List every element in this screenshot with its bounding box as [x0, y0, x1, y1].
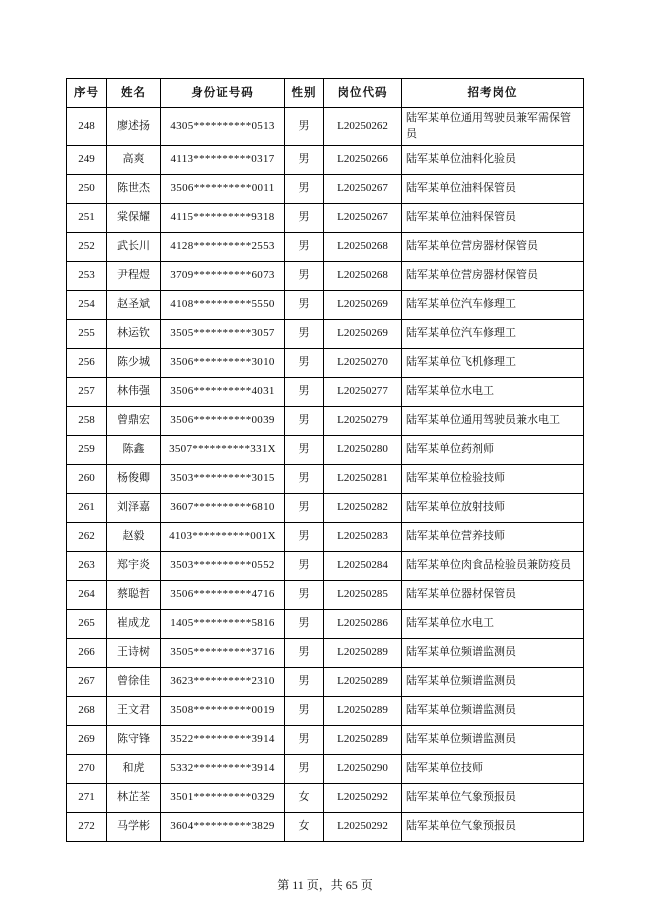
cell-seq-no: 251	[67, 204, 107, 233]
cell-gender: 女	[285, 813, 324, 842]
cell-job-code: L20250270	[324, 349, 402, 378]
table-row	[67, 523, 584, 552]
cell-job-code: L20250277	[324, 378, 402, 407]
cell-gender: 男	[285, 610, 324, 639]
table-row	[67, 784, 584, 813]
column-header: 身份证号码	[161, 79, 285, 108]
table-row	[67, 639, 584, 668]
cell-job-code: L20250269	[324, 291, 402, 320]
cell-seq-no: 261	[67, 494, 107, 523]
cell-name: 赵圣斌	[107, 291, 161, 320]
table-row	[67, 349, 584, 378]
cell-seq-no: 268	[67, 697, 107, 726]
cell-id-number: 3604**********3829	[161, 813, 285, 842]
cell-id-number: 3503**********0552	[161, 552, 285, 581]
cell-job-title: 陆军某单位通用驾驶员兼军需保管员	[402, 108, 584, 146]
cell-gender: 男	[285, 494, 324, 523]
cell-seq-no: 257	[67, 378, 107, 407]
cell-gender: 男	[285, 581, 324, 610]
cell-gender: 男	[285, 668, 324, 697]
table-row	[67, 668, 584, 697]
cell-id-number: 3505**********3057	[161, 320, 285, 349]
cell-id-number: 3506**********4716	[161, 581, 285, 610]
cell-job-title: 陆军某单位频谱监测员	[402, 639, 584, 668]
cell-job-code: L20250280	[324, 436, 402, 465]
cell-job-code: L20250285	[324, 581, 402, 610]
cell-gender: 男	[285, 755, 324, 784]
cell-id-number: 3607**********6810	[161, 494, 285, 523]
cell-job-code: L20250286	[324, 610, 402, 639]
cell-job-title: 陆军某单位油料保管员	[402, 204, 584, 233]
cell-name: 刘泽嘉	[107, 494, 161, 523]
cell-gender: 男	[285, 146, 324, 175]
cell-name: 和虎	[107, 755, 161, 784]
table-header	[67, 79, 584, 108]
cell-job-title: 陆军某单位油料保管员	[402, 175, 584, 204]
cell-gender: 男	[285, 436, 324, 465]
cell-job-code: L20250289	[324, 639, 402, 668]
table-body	[67, 108, 584, 842]
cell-name: 陈世杰	[107, 175, 161, 204]
cell-job-code: L20250292	[324, 784, 402, 813]
cell-name: 郑宇炎	[107, 552, 161, 581]
cell-job-code: L20250268	[324, 262, 402, 291]
cell-id-number: 4128**********2553	[161, 233, 285, 262]
cell-job-title: 陆军某单位营养技师	[402, 523, 584, 552]
table-row	[67, 494, 584, 523]
cell-job-title: 陆军某单位汽车修理工	[402, 291, 584, 320]
cell-id-number: 3506**********3010	[161, 349, 285, 378]
cell-job-title: 陆军某单位频谱监测员	[402, 726, 584, 755]
cell-seq-no: 254	[67, 291, 107, 320]
cell-name: 棠保耀	[107, 204, 161, 233]
cell-job-code: L20250289	[324, 697, 402, 726]
cell-gender: 女	[285, 784, 324, 813]
cell-name: 杨俊卿	[107, 465, 161, 494]
table-row	[67, 291, 584, 320]
cell-job-code: L20250281	[324, 465, 402, 494]
cell-seq-no: 266	[67, 639, 107, 668]
cell-job-title: 陆军某单位放射技师	[402, 494, 584, 523]
cell-job-title: 陆军某单位气象预报员	[402, 813, 584, 842]
cell-job-code: L20250290	[324, 755, 402, 784]
cell-name: 赵毅	[107, 523, 161, 552]
cell-gender: 男	[285, 697, 324, 726]
cell-gender: 男	[285, 204, 324, 233]
cell-gender: 男	[285, 320, 324, 349]
cell-gender: 男	[285, 108, 324, 146]
cell-gender: 男	[285, 726, 324, 755]
roster-table	[66, 78, 584, 842]
table-row	[67, 262, 584, 291]
table-row	[67, 755, 584, 784]
table-row	[67, 204, 584, 233]
cell-id-number: 4115**********9318	[161, 204, 285, 233]
cell-job-title: 陆军某单位通用驾驶员兼水电工	[402, 407, 584, 436]
cell-name: 林伟强	[107, 378, 161, 407]
table-row	[67, 465, 584, 494]
cell-id-number: 3522**********3914	[161, 726, 285, 755]
cell-id-number: 1405**********5816	[161, 610, 285, 639]
cell-job-code: L20250282	[324, 494, 402, 523]
cell-job-title: 陆军某单位药剂师	[402, 436, 584, 465]
cell-name: 陈守锋	[107, 726, 161, 755]
cell-id-number: 3501**********0329	[161, 784, 285, 813]
cell-job-title: 陆军某单位飞机修理工	[402, 349, 584, 378]
cell-seq-no: 271	[67, 784, 107, 813]
header-row	[67, 79, 584, 108]
cell-job-title: 陆军某单位检验技师	[402, 465, 584, 494]
cell-job-code: L20250268	[324, 233, 402, 262]
cell-id-number: 4305**********0513	[161, 108, 285, 146]
table-row	[67, 233, 584, 262]
cell-job-title: 陆军某单位器材保管员	[402, 581, 584, 610]
cell-seq-no: 269	[67, 726, 107, 755]
cell-seq-no: 248	[67, 108, 107, 146]
cell-job-title: 陆军某单位营房器材保管员	[402, 233, 584, 262]
cell-name: 高爽	[107, 146, 161, 175]
table-row	[67, 175, 584, 204]
cell-job-title: 陆军某单位水电工	[402, 610, 584, 639]
cell-job-title: 陆军某单位油料化验员	[402, 146, 584, 175]
cell-gender: 男	[285, 639, 324, 668]
cell-seq-no: 265	[67, 610, 107, 639]
cell-seq-no: 252	[67, 233, 107, 262]
table-row	[67, 320, 584, 349]
cell-job-code: L20250267	[324, 175, 402, 204]
cell-name: 王诗树	[107, 639, 161, 668]
cell-job-code: L20250266	[324, 146, 402, 175]
column-header: 招考岗位	[402, 79, 584, 108]
cell-id-number: 3506**********4031	[161, 378, 285, 407]
cell-seq-no: 258	[67, 407, 107, 436]
cell-gender: 男	[285, 262, 324, 291]
cell-job-title: 陆军某单位气象预报员	[402, 784, 584, 813]
column-header: 姓名	[107, 79, 161, 108]
cell-name: 尹程煜	[107, 262, 161, 291]
cell-name: 蔡聪哲	[107, 581, 161, 610]
cell-job-title: 陆军某单位水电工	[402, 378, 584, 407]
cell-id-number: 3709**********6073	[161, 262, 285, 291]
page-number-footer: 第 11 页，共 65 页	[277, 878, 373, 892]
table-row	[67, 813, 584, 842]
table-row	[67, 108, 584, 146]
table-row	[67, 581, 584, 610]
cell-seq-no: 272	[67, 813, 107, 842]
cell-job-code: L20250267	[324, 204, 402, 233]
cell-seq-no: 263	[67, 552, 107, 581]
cell-name: 曾鼎宏	[107, 407, 161, 436]
cell-job-title: 陆军某单位营房器材保管员	[402, 262, 584, 291]
cell-gender: 男	[285, 291, 324, 320]
table-row	[67, 407, 584, 436]
cell-id-number: 3507**********331X	[161, 436, 285, 465]
cell-id-number: 3506**********0039	[161, 407, 285, 436]
cell-job-code: L20250289	[324, 726, 402, 755]
table-row	[67, 378, 584, 407]
cell-job-title: 陆军某单位汽车修理工	[402, 320, 584, 349]
cell-job-code: L20250262	[324, 108, 402, 146]
cell-id-number: 4103**********001X	[161, 523, 285, 552]
cell-seq-no: 260	[67, 465, 107, 494]
column-header: 序号	[67, 79, 107, 108]
cell-id-number: 3623**********2310	[161, 668, 285, 697]
cell-name: 陈少城	[107, 349, 161, 378]
cell-gender: 男	[285, 552, 324, 581]
cell-gender: 男	[285, 175, 324, 204]
cell-seq-no: 249	[67, 146, 107, 175]
cell-id-number: 3506**********0011	[161, 175, 285, 204]
cell-job-title: 陆军某单位技师	[402, 755, 584, 784]
cell-name: 武长川	[107, 233, 161, 262]
cell-name: 崔成龙	[107, 610, 161, 639]
cell-gender: 男	[285, 407, 324, 436]
table-row	[67, 552, 584, 581]
cell-job-title: 陆军某单位频谱监测员	[402, 697, 584, 726]
cell-id-number: 3503**********3015	[161, 465, 285, 494]
column-header: 岗位代码	[324, 79, 402, 108]
cell-seq-no: 256	[67, 349, 107, 378]
cell-seq-no: 267	[67, 668, 107, 697]
cell-job-code: L20250283	[324, 523, 402, 552]
table-row	[67, 610, 584, 639]
cell-id-number: 3505**********3716	[161, 639, 285, 668]
table-row	[67, 146, 584, 175]
cell-name: 林运钦	[107, 320, 161, 349]
cell-name: 曾徐佳	[107, 668, 161, 697]
table-row	[67, 697, 584, 726]
cell-gender: 男	[285, 523, 324, 552]
cell-gender: 男	[285, 465, 324, 494]
table-row	[67, 436, 584, 465]
cell-job-title: 陆军某单位频谱监测员	[402, 668, 584, 697]
cell-id-number: 4108**********5550	[161, 291, 285, 320]
cell-id-number: 5332**********3914	[161, 755, 285, 784]
table-row	[67, 726, 584, 755]
cell-seq-no: 250	[67, 175, 107, 204]
cell-gender: 男	[285, 233, 324, 262]
cell-job-title: 陆军某单位肉食品检验员兼防疫员	[402, 552, 584, 581]
cell-name: 马学彬	[107, 813, 161, 842]
cell-name: 廖述扬	[107, 108, 161, 146]
cell-id-number: 3508**********0019	[161, 697, 285, 726]
cell-seq-no: 262	[67, 523, 107, 552]
cell-name: 王文君	[107, 697, 161, 726]
cell-job-code: L20250289	[324, 668, 402, 697]
cell-name: 林芷荃	[107, 784, 161, 813]
cell-id-number: 4113**********0317	[161, 146, 285, 175]
cell-seq-no: 253	[67, 262, 107, 291]
cell-seq-no: 270	[67, 755, 107, 784]
cell-job-code: L20250292	[324, 813, 402, 842]
cell-name: 陈鑫	[107, 436, 161, 465]
cell-job-code: L20250269	[324, 320, 402, 349]
cell-job-code: L20250284	[324, 552, 402, 581]
column-header: 性别	[285, 79, 324, 108]
cell-seq-no: 259	[67, 436, 107, 465]
cell-gender: 男	[285, 349, 324, 378]
cell-seq-no: 264	[67, 581, 107, 610]
cell-gender: 男	[285, 378, 324, 407]
cell-seq-no: 255	[67, 320, 107, 349]
cell-job-code: L20250279	[324, 407, 402, 436]
